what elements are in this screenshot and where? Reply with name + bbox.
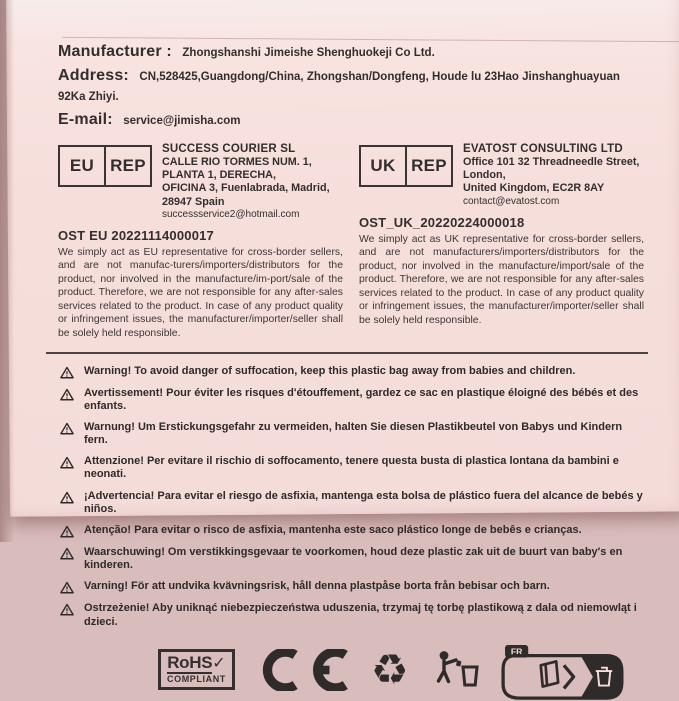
eu-rep-email: successservice2@hotmail.com [162, 208, 300, 220]
compliance-marks [158, 639, 644, 701]
eu-rep-address-line2: OFICINA 3, Fuenlabrada, Madrid, 28947 Spain [162, 182, 330, 208]
warning-triangle-icon [60, 581, 74, 594]
rohs-word: RoHS [167, 653, 213, 673]
address-value: CN,528425,Guangdong/China, Zhongshan/Dongfeng, Houde lu 23Hao Jinshanghuayuan 92Ka Zhiyi. [58, 71, 620, 103]
tidyman-icon [429, 648, 479, 692]
address-label: Address: [58, 67, 129, 84]
eu-rep-mark-left: EU [69, 156, 95, 175]
email-row [58, 110, 644, 130]
uk-rep-address-line2: United Kingdom, EC2R 8AY [463, 182, 605, 195]
uk-rep-disclaimer: We simply act as UK representative for cross-border sellers, and are not manufacturers/importers/distributors for the product, nor involved in the manufacture/import/sale of the product. Therefore, we are not responsible for any after-sales services related to the product. In case of any product quality or infringement issues, the manufacturer/importer/seller shall be solely held responsible. [359, 233, 644, 326]
ce-mark [255, 649, 351, 691]
eu-rep-mark [58, 145, 152, 187]
warning-row-es: ¡Advertencia! Para evitar el riesgo de asfixia, mantenga esta bolsa de plástico fuera del alcance de bebés y niños. [58, 490, 644, 516]
manufacturer-value: Zhongshanshi Jimeishe Shenghuokeji Co Ltd. [182, 47, 435, 59]
eu-rep-address-line1: CALLE RIO TORMES NUM. 1, PLANTA 1, DERECHA, [162, 156, 312, 182]
warning-row-pl: Ostrzeżenie! Aby uniknąć niebezpieczeństwa uduszenia, trzymaj tę torbę plastikową z dala od niemowląt i dzieci. [58, 602, 644, 628]
warning-triangle-icon [60, 603, 74, 616]
email-value: service@jimisha.com [123, 115, 241, 127]
warning-triangle-icon [60, 456, 74, 469]
uk-rep-registration-number: OST_UK_20220224000018 [359, 214, 525, 230]
warning-row-it: Attenzione! Per evitare il rischio di soffocamento, tenere questa busta di plastica lontana da bambini e neonati. [58, 455, 644, 481]
warning-row-nl: Waarschuwing! Om verstikkingsgevaar te voorkomen, houd deze plastic zak uit de buurt van baby's en kinderen. [58, 546, 644, 572]
section-divider [46, 352, 648, 354]
triman-fr-tab: FR [510, 646, 522, 657]
eu-rep-disclaimer: We simply act as EU representative for cross-border sellers, and are not manufac-turers/importers/distributors for the product, nor involved in the manufacture/im-port/sale of the product. Therefore, we are not responsible for any after-sales services related to the product. In case of any product quality or infringement issues, the manufacturer/importer/seller shall be solely held responsible. [58, 246, 343, 339]
uk-rep-mark-left: UK [370, 156, 396, 175]
uk-rep-company: EVATOST CONSULTING LTD [463, 143, 623, 155]
warning-triangle-icon [60, 388, 74, 401]
eu-rep-mark-right: REP [104, 147, 150, 185]
warning-triangle-icon [60, 547, 74, 560]
uk-rep-section [359, 142, 644, 341]
warning-row-fr: Avertissement! Pour éviter les risques d'étouffement, gardez ce sac en plastique éloigné des bébés et des enfants. [58, 387, 644, 413]
manufacturer-label: Manufacturer : [58, 43, 172, 60]
uk-rep-mark [359, 145, 453, 187]
uk-rep-mark-right: REP [405, 147, 451, 185]
warning-triangle-icon [60, 491, 74, 504]
representatives [58, 142, 644, 341]
warning-row-sv: Varning! För att undvika kvävningsrisk, håll denna plastpåse borta från bebisar och barn. [58, 580, 644, 594]
warning-triangle-icon [60, 422, 74, 435]
manufacturer-row [58, 42, 644, 62]
rohs-checkmark-icon: ✓ [212, 655, 226, 673]
rohs-mark [158, 649, 235, 690]
suffocation-warnings [58, 365, 644, 629]
warning-triangle-icon [60, 525, 74, 538]
warning-triangle-icon [60, 366, 74, 379]
warning-row-en: Warning! To avoid danger of suffocation, keep this plastic bag away from babies and children. [58, 365, 644, 379]
warning-row-pt: Atenção! Para evitar o risco de asfixia, mantenha este saco plástico longe de bebês e crianças. [58, 524, 644, 538]
uk-rep-email: contact@evatost.com [463, 195, 560, 207]
eu-rep-company: SUCCESS COURIER SL [162, 143, 296, 155]
eu-rep-registration-number: OST EU 20221114000017 [58, 227, 214, 243]
recycling-mobius-icon: ♻ [370, 644, 409, 694]
eu-rep-section [58, 142, 343, 341]
email-label: E-mail: [58, 111, 113, 128]
uk-rep-address-line1: Office 101 32 Threadneedle Street, London, [463, 156, 640, 182]
rohs-compliant-label: COMPLIANT [167, 674, 226, 685]
triman-icon [499, 645, 625, 701]
label-content [58, 42, 644, 701]
warning-row-de: Warnung! Um Erstickungsgefahr zu vermeiden, halten Sie diesen Plastikbeutel von Babys und Kindern fern. [58, 421, 644, 447]
address-row [58, 66, 644, 106]
